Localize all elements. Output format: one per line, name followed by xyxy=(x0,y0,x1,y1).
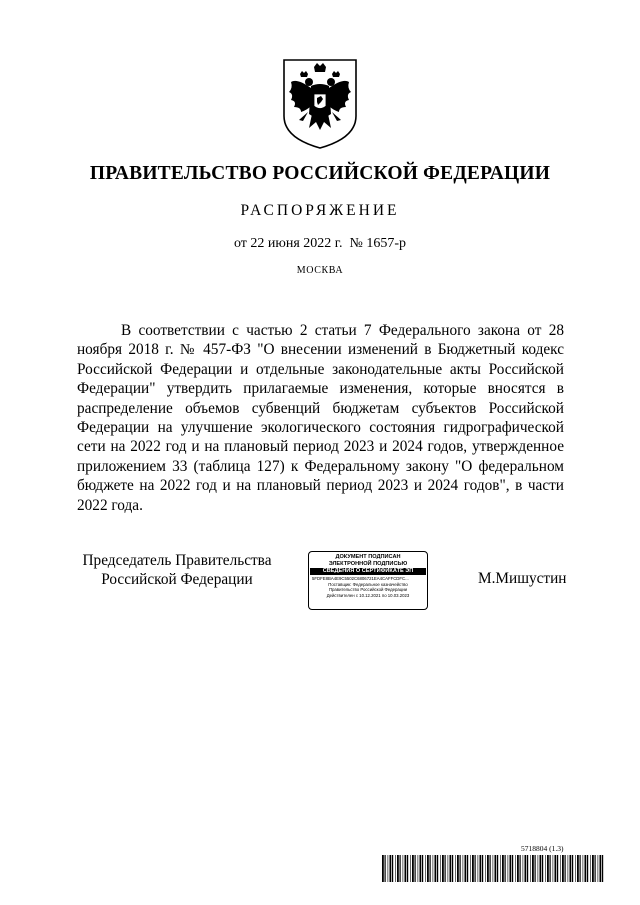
barcode-bar xyxy=(530,855,531,882)
document-type: РАСПОРЯЖЕНИЕ xyxy=(240,202,400,219)
signer-name: М.Мишустин xyxy=(478,570,567,587)
barcode-bar xyxy=(467,855,468,882)
barcode-bar xyxy=(598,855,599,882)
barcode-bar xyxy=(495,855,497,882)
barcode-bar xyxy=(520,855,521,882)
barcode-bar xyxy=(502,855,504,882)
barcode-bar xyxy=(580,855,581,882)
stamp-band: СВЕДЕНИЯ О СЕРТИФИКАТЕ ЭП xyxy=(310,568,426,575)
barcode-bar xyxy=(460,855,461,882)
barcode-bar xyxy=(587,855,588,882)
barcode-bar xyxy=(510,855,512,882)
barcode-bar xyxy=(500,855,501,882)
barcode-bar xyxy=(407,855,408,882)
barcode-bar xyxy=(403,855,404,882)
barcode-bar xyxy=(445,855,446,882)
government-title: ПРАВИТЕЛЬСТВО РОССИЙСКОЙ ФЕДЕРАЦИИ xyxy=(89,163,551,184)
barcode-bar xyxy=(572,855,573,882)
signer-position-line2: Российской Федерации xyxy=(101,571,253,588)
barcode-bar xyxy=(585,855,587,882)
barcode-bar xyxy=(535,855,536,882)
barcode-bar xyxy=(463,855,464,882)
signer-position-line1: Председатель Правительства xyxy=(82,552,272,569)
barcode-bar xyxy=(385,855,386,882)
stamp-certificate: 5FDFE8BA4E9C5502C6806721EA4CAFFCDFC... xyxy=(312,576,409,581)
barcode-bar xyxy=(512,855,513,882)
barcode-bar xyxy=(415,855,416,882)
barcode-bar xyxy=(392,855,393,882)
barcode-bar xyxy=(487,855,489,882)
stamp-line2: ЭЛЕКТРОННОЙ ПОДПИСЬЮ xyxy=(328,560,408,567)
barcode-bar xyxy=(482,855,483,882)
barcode-bar xyxy=(555,855,557,882)
barcode-icon xyxy=(381,855,607,882)
barcode-bar xyxy=(470,855,471,882)
barcode-bar xyxy=(565,855,566,882)
barcode-bar xyxy=(457,855,459,882)
barcode-bar xyxy=(553,855,554,882)
stamp-supplier2: Правительство Российской Федерации xyxy=(328,587,408,593)
barcode-bar xyxy=(465,855,467,882)
barcode-bar xyxy=(515,855,516,882)
barcode-bar xyxy=(568,855,569,882)
barcode-bar xyxy=(455,855,456,882)
barcode-bar xyxy=(452,855,453,882)
barcode-bar xyxy=(442,855,444,882)
electronic-signature-stamp xyxy=(308,551,428,610)
document-date: от 22 июня 2022 г. xyxy=(233,236,343,251)
barcode-bar xyxy=(560,855,561,882)
barcode-bar xyxy=(490,855,491,882)
barcode-bar xyxy=(583,855,584,882)
barcode-bar xyxy=(397,855,399,882)
barcode-bar xyxy=(542,855,543,882)
barcode-bar xyxy=(602,855,603,882)
barcode-bar xyxy=(430,855,431,882)
barcode-bar xyxy=(480,855,482,882)
barcode-bar xyxy=(418,855,419,882)
barcode-bar xyxy=(475,855,476,882)
barcode-bar xyxy=(592,855,594,882)
barcode-bar xyxy=(427,855,429,882)
barcode-bar xyxy=(505,855,506,882)
registration-number: 5718804 (1.3) xyxy=(521,844,564,853)
barcode-bar xyxy=(388,855,389,882)
russian-coat-of-arms-icon xyxy=(281,58,359,150)
barcode-bar xyxy=(570,855,572,882)
barcode-bar xyxy=(517,855,519,882)
barcode-bar xyxy=(437,855,438,882)
barcode-bar xyxy=(435,855,437,882)
barcode-bar xyxy=(508,855,509,882)
barcode-bar xyxy=(557,855,558,882)
barcode-bar xyxy=(422,855,423,882)
barcode-bar xyxy=(497,855,498,882)
stamp-supplier1: Поставщик: Федеральное казначейство xyxy=(328,581,408,587)
barcode-bar xyxy=(525,855,527,882)
document-date-number xyxy=(0,236,640,252)
barcode-bar xyxy=(412,855,414,882)
barcode-bar xyxy=(527,855,528,882)
barcode-bar xyxy=(545,855,546,882)
barcode-bar xyxy=(485,855,486,882)
barcode-bar xyxy=(478,855,479,882)
barcode-bar xyxy=(390,855,392,882)
barcode-bar xyxy=(590,855,591,882)
barcode-bar xyxy=(440,855,441,882)
barcode-bar xyxy=(405,855,407,882)
barcode-bar xyxy=(450,855,452,882)
barcode-bar xyxy=(395,855,396,882)
barcode-bar xyxy=(595,855,596,882)
barcode-bar xyxy=(448,855,449,882)
signer-position xyxy=(77,551,277,589)
barcode-bar xyxy=(577,855,579,882)
stamp-line1: ДОКУМЕНТ ПОДПИСАН xyxy=(335,554,401,560)
barcode-bar xyxy=(532,855,534,882)
barcode-bar xyxy=(410,855,411,882)
barcode-bar xyxy=(600,855,602,882)
barcode-bar xyxy=(472,855,474,882)
barcode-bar xyxy=(420,855,422,882)
barcode-bar xyxy=(382,855,384,882)
barcode-bar xyxy=(575,855,576,882)
barcode-bar xyxy=(425,855,426,882)
barcode-bar xyxy=(538,855,539,882)
barcode-bar xyxy=(562,855,564,882)
barcode-bar xyxy=(550,855,551,882)
barcode-bar xyxy=(540,855,542,882)
document-city: МОСКВА xyxy=(296,265,344,276)
order-paragraph: В соответствии с частью 2 статьи 7 Федерального закона от 28 ноября 2018 г. № 457-ФЗ "О внесении изменений в Бюджетный кодекс Российской Федерации и отдельные законодательные акты Российской Федерации" утвердить прилагаемые изменения, которые вносятся в распределение объемов субвенций бюджетам субъектов Российской Федерации на улучшение экологического состояния гидрографической сети на 2022 год и на плановый период 2023 и 2024 годов, утвержденное приложением 33 (таблица 127) к Федеральному закону "О федеральном бюджете на 2022 год и на плановый период 2023 и 2024 годов", в части 2022 года. xyxy=(77,322,564,514)
barcode-bar xyxy=(523,855,524,882)
barcode-bar xyxy=(493,855,494,882)
barcode-bar xyxy=(400,855,401,882)
document-number: № 1657-р xyxy=(349,236,406,251)
barcode-bar xyxy=(547,855,549,882)
barcode-bar xyxy=(433,855,434,882)
stamp-validity: Действителен с 10.12.2021 по 10.03.2023 xyxy=(326,592,410,598)
